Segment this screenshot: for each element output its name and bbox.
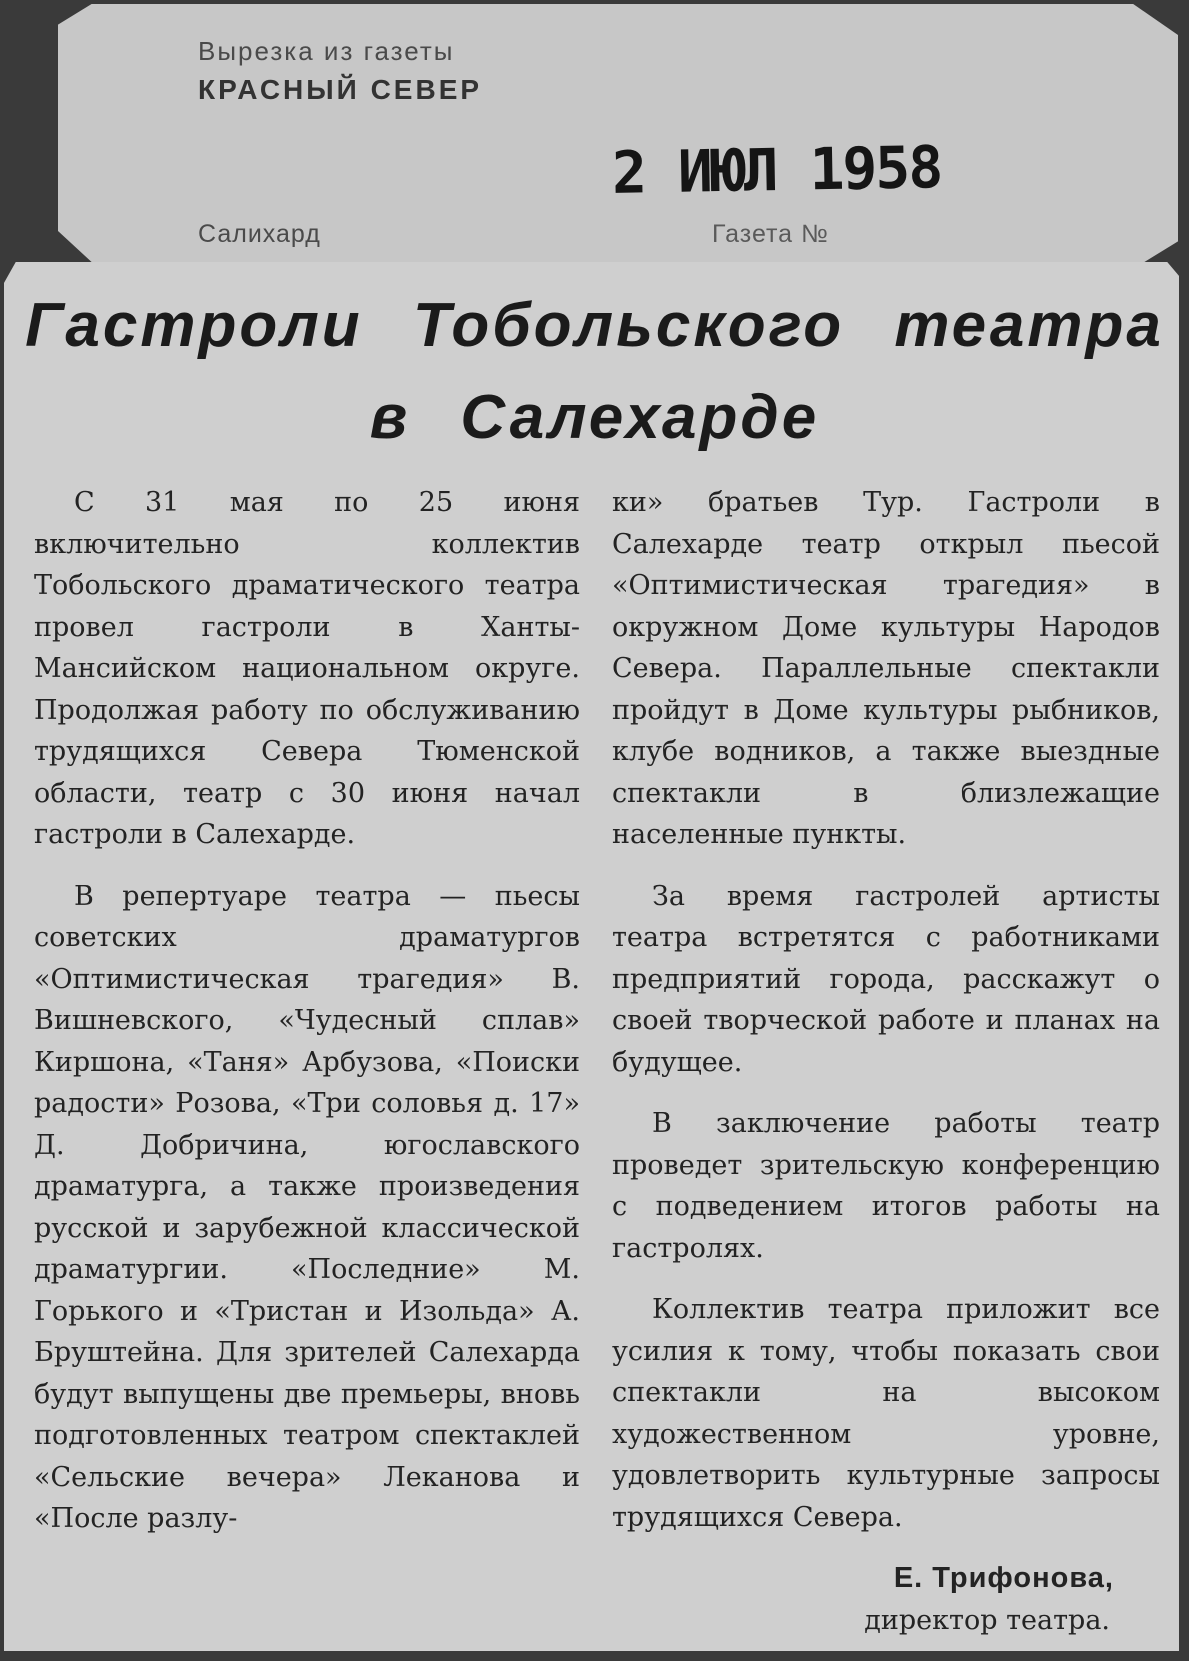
city-label: Салихард (198, 220, 321, 248)
article-title-line-2: в Салехарде (369, 383, 820, 452)
paragraph: Коллектив театра приложит все усилия к тому, чтобы показать свои спектакли на высоком художественном уровне, удовлетворить культурные запросы трудящихся Севера. (612, 1294, 1160, 1533)
article-title (0, 280, 1189, 464)
article-left-column (34, 482, 580, 1560)
article-right-column (612, 482, 1160, 1661)
article-signature (612, 1558, 1160, 1641)
clipping-label: Вырезка из газеты (198, 36, 455, 66)
signature-role: директор театра. (864, 1604, 1110, 1636)
paragraph: За время гастролей артисты театра встретятся с работниками предприятий города, расскажут о своей творческой работе и планах на будущее. (612, 880, 1160, 1078)
signature-name: Е. Трифонова, (893, 1562, 1114, 1594)
paragraph: С 31 мая по 25 июня включительно коллектив Тобольского драматического театра провел гастроли в Ханты-Мансийском национальном округе. Продолжая работу по обслуживанию трудящихся Севера Тюменской области, театр с 30 июня начал гастроли в Салехарде. (34, 487, 580, 850)
paragraph: ки» братьев Тур. Гастроли в Салехарде театр открыл пьесой «Оптимистическая трагедия» в окружном Доме культуры Народов Севера. Параллельные спектакли пройдут в Доме культуры рыбников, клубе водников, а также выездные спектакли в близлежащие населенные пункты. (612, 487, 1160, 850)
date-stamp: 2 ИЮЛ 1958 (611, 133, 942, 207)
gazette-number-label: Газета № (712, 220, 829, 248)
paragraph: В заключение работы театр проведет зрительскую конференцию с подведением итогов работы на гастролях. (612, 1108, 1160, 1264)
newspaper-name: КРАСНЫЙ СЕВЕР (198, 74, 483, 105)
paragraph: В репертуаре театра — пьесы советских драматургов «Оптимистическая трагедия» В. Вишневского, «Чудесный сплав» Киршона, «Таня» Арбузова, «Поиски радости» Розова, «Три соловья д. 17» Д. Добричина, югославского драматурга, а также произведения русской и зарубежной классической драматургии. «Последние» М. Горького и «Тристан и Изольда» А. Бруштейна. Для зрителей Салехарда будут выпущены две премьеры, вновь подготовленных театром спектаклей «Сельские вечера» Леканова и «После разлу- (34, 880, 580, 1534)
article-title-line-1: Гастроли Тобольского театра (25, 291, 1164, 360)
